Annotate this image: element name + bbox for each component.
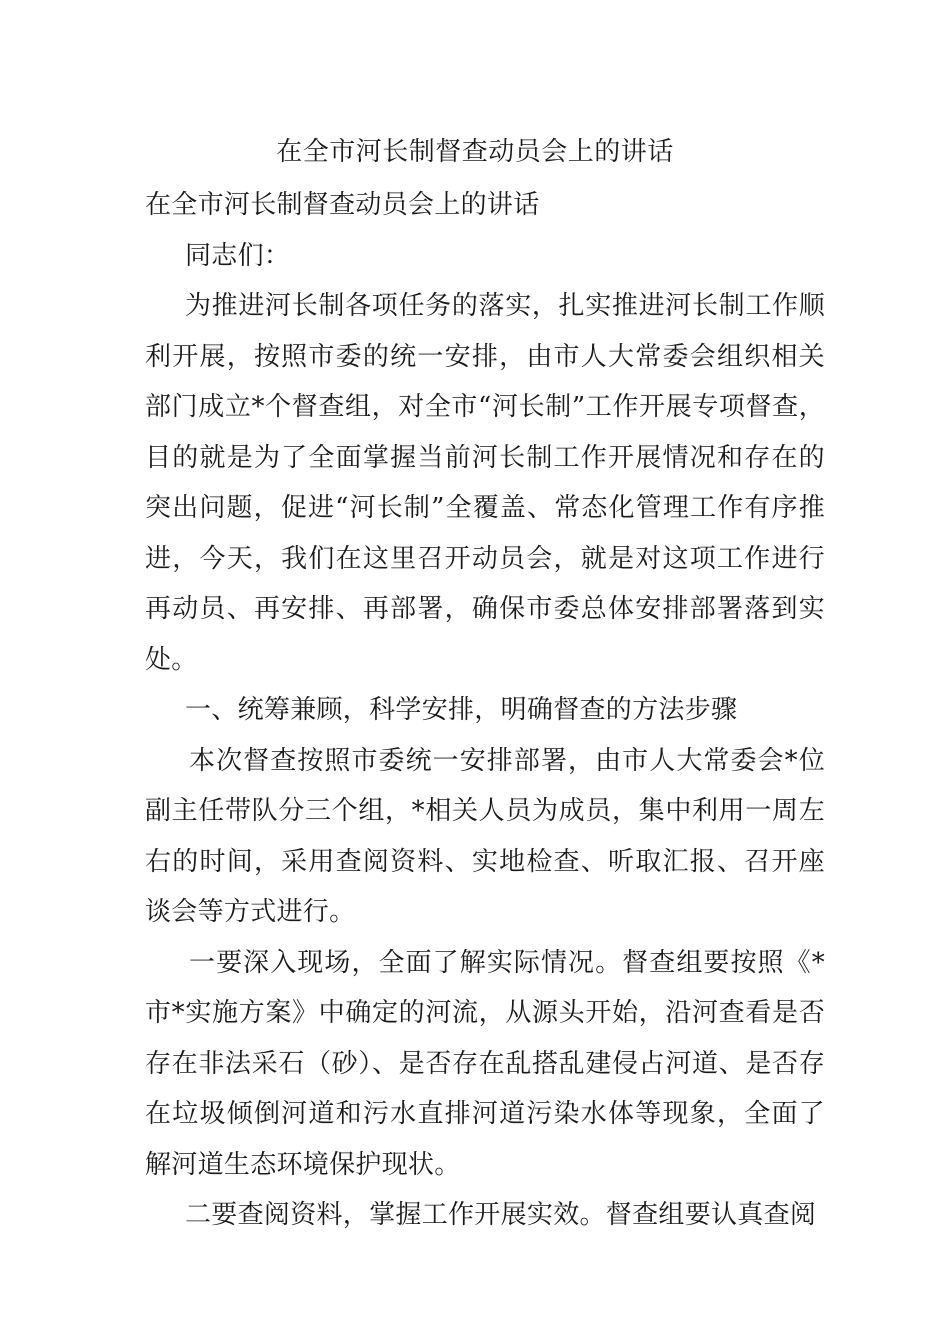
section-heading-1: 一、统筹兼顾，科学安排，明确督查的方法步骤 [185, 695, 738, 725]
paragraph-review-materials: 二要查阅资料，掌握工作开展实效。督查组要认真查阅 [185, 1200, 817, 1230]
paragraph-intro: 为推进河长制各项任务的落实，扎实推进河长制工作顺利开展，按照市委的统一安排，由市人大常委会组织相关部门成立*个督查组，对全市“河长制”工作开展专项督查，目的就是为了全面掌握当前河长制工作开展情况和存在的突出问题，促进“河长制”全覆盖、常态化管理工作有序推进，今天，我们在这里召开动员会，就是对这项工作进行再动员、再安排、再部署，确保市委总体安排部署落到实处。 [145, 291, 825, 675]
document-subtitle: 在全市河长制督查动员会上的讲话 [145, 190, 540, 220]
paragraph-site-inspection: 一要深入现场，全面了解实际情况。督查组要按照《*市*实施方案》中确定的河流，从源头开始，沿河查看是否存在非法采石（砂）、是否存在乱搭乱建侵占河道、是否存在垃圾倾倒河道和污水直排河道污染水体等现象，全面了解河道生态环境保护现状。 [145, 947, 825, 1180]
paragraph-method: 本次督查按照市委统一安排部署，由市人大常委会*位副主任带队分三个组，*相关人员为成员，集中利用一周左右的时间，采用查阅资料、实地检查、听取汇报、召开座谈会等方式进行。 [145, 745, 825, 927]
document-title: 在全市河长制督查动员会上的讲话 [276, 137, 674, 167]
document-body [145, 180, 825, 1241]
salutation: 同志们： [185, 240, 291, 271]
